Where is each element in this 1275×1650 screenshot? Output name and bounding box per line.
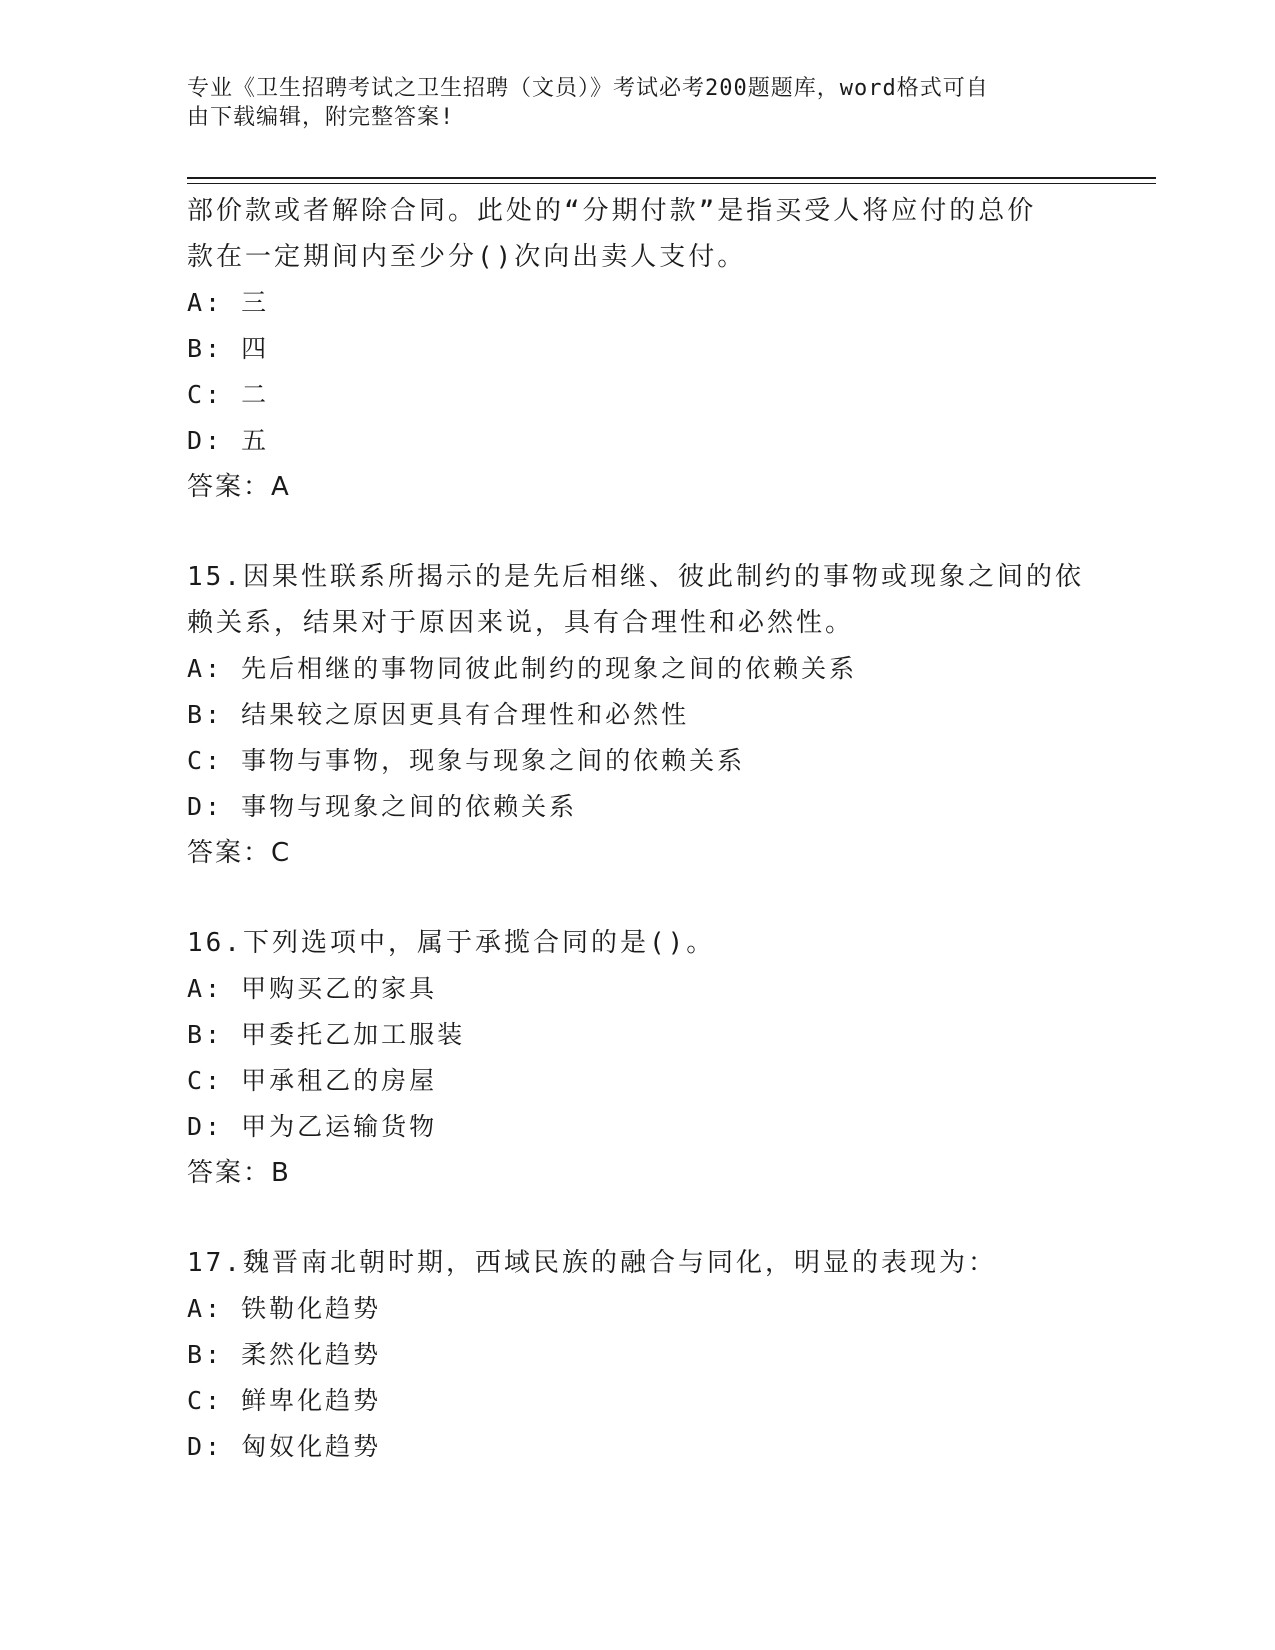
- question-block-continued: [187, 188, 1087, 510]
- answer-label: 答案：B: [187, 1158, 291, 1188]
- option-b: B: 结果较之原因更具有合理性和必然性: [187, 700, 690, 729]
- question-block-16: [187, 920, 1087, 1196]
- option-a: A: 铁勒化趋势: [187, 1294, 382, 1323]
- header-divider-thick: [187, 177, 1156, 179]
- header-divider-thin: [187, 183, 1156, 184]
- option-b: B: 甲委托乙加工服装: [187, 1020, 466, 1049]
- question-text-line-1: 部价款或者解除合同。此处的“分期付款”是指买受人将应付的总价: [187, 196, 1037, 226]
- option-c: C: 甲承租乙的房屋: [187, 1066, 438, 1095]
- option-c: C: 二: [187, 380, 270, 409]
- header-line-2: 由下载编辑，附完整答案!: [187, 105, 455, 130]
- option-a: A: 三: [187, 288, 270, 317]
- option-d: D: 事物与现象之间的依赖关系: [187, 792, 578, 821]
- option-c: C: 鲜卑化趋势: [187, 1386, 382, 1415]
- option-b: B: 四: [187, 334, 270, 363]
- option-a: A: 先后相继的事物同彼此制约的现象之间的依赖关系: [187, 654, 858, 683]
- question-text-line-2: 款在一定期间内至少分()次向出卖人支付。: [187, 242, 747, 272]
- option-d: D: 甲为乙运输货物: [187, 1112, 438, 1141]
- answer-label: 答案：C: [187, 838, 292, 868]
- answer-label: 答案：A: [187, 472, 291, 502]
- question-text-line-2: 赖关系，结果对于原因来说，具有合理性和必然性。: [187, 608, 855, 638]
- question-text-line-1: 15.因果性联系所揭示的是先后相继、彼此制约的事物或现象之间的依: [187, 562, 1084, 592]
- option-a: A: 甲购买乙的家具: [187, 974, 438, 1003]
- option-b: B: 柔然化趋势: [187, 1340, 382, 1369]
- question-block-17: [187, 1240, 1087, 1470]
- question-list: [187, 188, 1087, 1470]
- question-block-15: [187, 554, 1087, 876]
- question-text-line-1: 17.魏晋南北朝时期，西域民族的融合与同化，明显的表现为：: [187, 1248, 997, 1278]
- document-header: [187, 74, 1067, 132]
- question-text-line-1: 16.下列选项中，属于承揽合同的是()。: [187, 928, 716, 958]
- option-d: D: 五: [187, 426, 270, 455]
- option-c: C: 事物与事物，现象与现象之间的依赖关系: [187, 746, 746, 775]
- header-line-1: 专业《卫生招聘考试之卫生招聘（文员）》考试必考200题题库，word格式可自: [187, 76, 989, 101]
- option-d: D: 匈奴化趋势: [187, 1432, 382, 1461]
